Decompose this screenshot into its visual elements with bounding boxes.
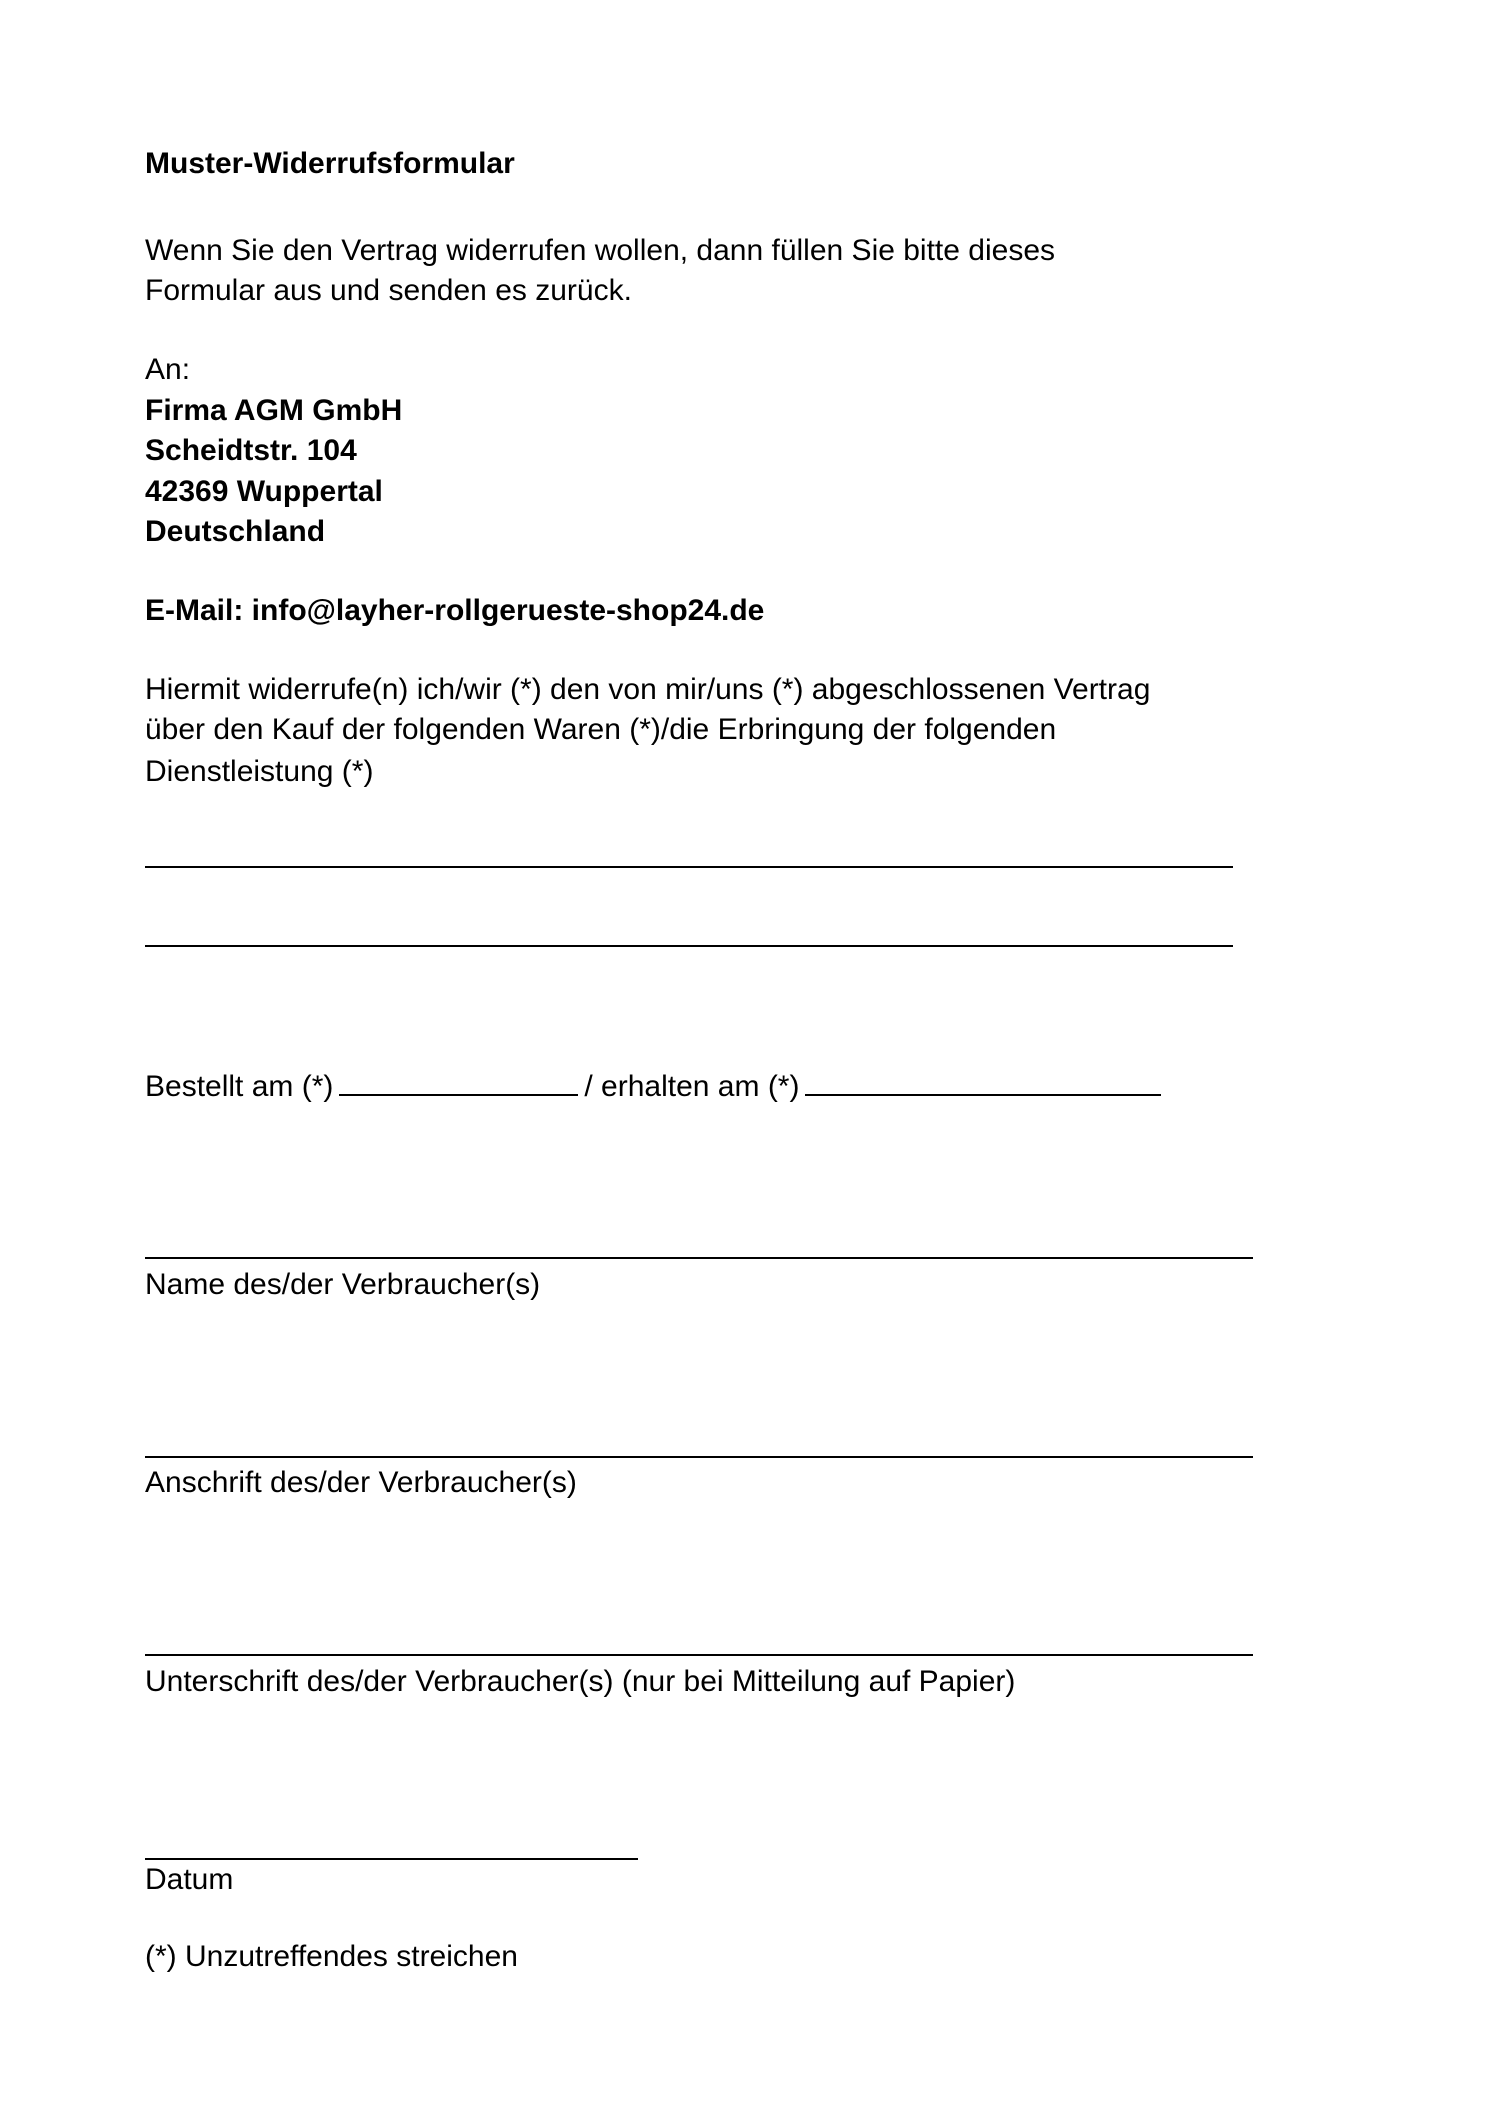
received-label: / erhalten am (*) — [584, 1070, 800, 1103]
address-blank-line[interactable] — [145, 1456, 1253, 1458]
ordered-label: Bestellt am (*) — [145, 1070, 334, 1103]
ordered-date-blank[interactable] — [339, 1068, 578, 1096]
declaration-line-3: Dienstleistung (*) — [145, 755, 374, 788]
page-title: Muster-Widerrufsformular — [145, 147, 515, 180]
footnote: (*) Unzutreffendes streichen — [145, 1940, 518, 1973]
declaration-line-1: Hiermit widerrufe(n) ich/wir (*) den von mir/uns (*) abgeschlossenen Vertrag — [145, 673, 1151, 706]
name-blank-line[interactable] — [145, 1257, 1253, 1259]
address-label: Anschrift des/der Verbraucher(s) — [145, 1466, 577, 1499]
recipient-country: Deutschland — [145, 515, 326, 548]
recipient-street: Scheidtstr. 104 — [145, 434, 357, 467]
recipient-label: An: — [145, 353, 191, 386]
recipient-city: 42369 Wuppertal — [145, 475, 383, 508]
name-label: Name des/der Verbraucher(s) — [145, 1268, 541, 1301]
signature-blank-line[interactable] — [145, 1654, 1253, 1656]
goods-blank-line-1[interactable] — [145, 866, 1233, 868]
order-dates-row — [145, 1067, 1167, 1107]
intro-line-1: Wenn Sie den Vertrag widerrufen wollen, dann füllen Sie bitte dieses — [145, 234, 1056, 267]
signature-label: Unterschrift des/der Verbraucher(s) (nur bei Mitteilung auf Papier) — [145, 1665, 1016, 1698]
date-label: Datum — [145, 1863, 234, 1896]
received-date-blank[interactable] — [805, 1068, 1161, 1096]
goods-blank-line-2[interactable] — [145, 945, 1233, 947]
intro-line-2: Formular aus und senden es zurück. — [145, 274, 632, 307]
declaration-line-2: über den Kauf der folgenden Waren (*)/die Erbringung der folgenden — [145, 713, 1057, 746]
recipient-email: E-Mail: info@layher-rollgerueste-shop24.de — [145, 594, 765, 627]
recipient-company: Firma AGM GmbH — [145, 394, 403, 427]
